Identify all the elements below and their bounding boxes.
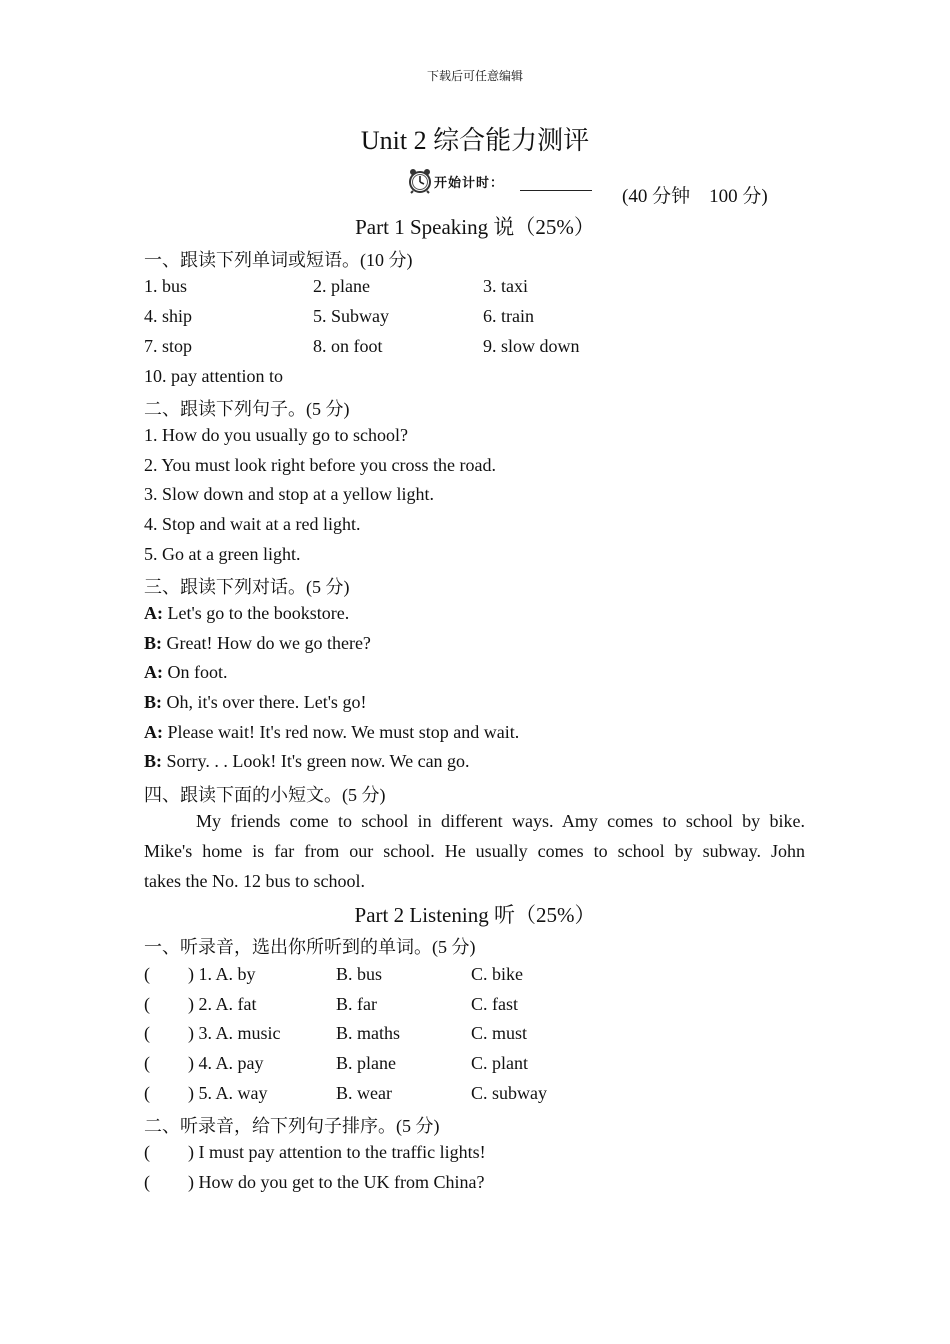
question-option-a: ) 1. A. by [188, 964, 256, 984]
answer-paren: ( [144, 994, 150, 1014]
dialogue-text: On foot. [163, 662, 228, 682]
dialogue-text: Sorry. . . Look! It's green now. We can go. [162, 751, 470, 771]
dialogue-text: Please wait! It's red now. We must stop and wait. [163, 722, 520, 742]
question-option-a: ) 5. A. way [188, 1083, 268, 1103]
passage-line: takes the No. 12 bus to school. [144, 871, 365, 891]
dialogue-line [144, 722, 519, 743]
word-item: 8. on foot [313, 336, 383, 356]
p1-section3-title: 三、跟读下列对话。(5 分) [144, 577, 350, 597]
p1-section4-title: 四、跟读下面的小短文。(5 分) [144, 785, 386, 805]
p2-section1-title: 一、听录音，选出你所听到的单词。(5 分) [144, 937, 476, 957]
question-option-c: C. plant [471, 1053, 528, 1073]
dialogue-line [144, 633, 371, 654]
word-item: 6. train [483, 306, 534, 326]
question-option-b: B. bus [336, 964, 383, 984]
sentence-item: 4. Stop and wait at a red light. [144, 514, 361, 534]
part2-heading: Part 2 Listening 听（25%） [354, 903, 596, 927]
word-item: 7. stop [144, 336, 193, 356]
timer-label: 开始计时： [434, 176, 505, 191]
dialogue-line [144, 603, 349, 624]
word-item: 3. taxi [483, 276, 528, 296]
dialogue-line [144, 692, 366, 713]
word-item: 10. pay attention to [144, 366, 283, 386]
part1-heading: Part 1 Speaking 说（25%） [355, 215, 595, 239]
page-header-note: 下载后可任意编辑 [426, 69, 523, 83]
question-option-b: B. maths [336, 1023, 401, 1043]
word-item: 5. Subway [313, 306, 389, 326]
question-option-a: ) 3. A. music [188, 1023, 281, 1043]
question-option-b: B. far [336, 994, 377, 1014]
speaker-label: A: [144, 722, 163, 742]
sentence-item: 5. Go at a green light. [144, 544, 301, 564]
question-option-a: ) 2. A. fat [188, 994, 257, 1014]
passage-line: My friends come to school in different ways. Amy comes to school by bike. [196, 811, 805, 831]
question-option-c: C. bike [471, 964, 523, 984]
dialogue-text: Let's go to the bookstore. [163, 603, 350, 623]
ordering-sentence: ) I must pay attention to the traffic lights! [188, 1142, 486, 1162]
passage-line: Mike's home is far from our school. He usually comes to school by subway. John [144, 841, 805, 861]
page-title: Unit 2 综合能力测评 [360, 126, 590, 155]
question-option-a: ) 4. A. pay [188, 1053, 264, 1073]
ordering-sentence: ) How do you get to the UK from China? [188, 1172, 485, 1192]
p1-section2-title: 二、跟读下列句子。(5 分) [144, 399, 350, 419]
p2-section2-title: 二、听录音，给下列句子排序。(5 分) [144, 1116, 440, 1136]
clock-icon [408, 168, 432, 199]
dialogue-line [144, 662, 228, 683]
question-option-c: C. fast [471, 994, 518, 1014]
speaker-label: B: [144, 633, 162, 653]
word-item: 4. ship [144, 306, 193, 326]
sentence-item: 2. You must look right before you cross the road. [144, 455, 496, 475]
answer-paren: ( [144, 1172, 150, 1192]
word-item: 9. slow down [483, 336, 580, 356]
time-and-score-info: (40 分钟 100 分) [622, 186, 768, 207]
speaker-label: B: [144, 751, 162, 771]
dialogue-line [144, 751, 470, 772]
sentence-item: 1. How do you usually go to school? [144, 425, 408, 445]
answer-paren: ( [144, 964, 150, 984]
sentence-item: 3. Slow down and stop at a yellow light. [144, 484, 434, 504]
speaker-label: A: [144, 662, 163, 682]
timer-blank-line [520, 190, 592, 191]
dialogue-text: Great! How do we go there? [162, 633, 371, 653]
dialogue-text: Oh, it's over there. Let's go! [162, 692, 367, 712]
question-option-b: B. plane [336, 1053, 396, 1073]
word-item: 1. bus [144, 276, 188, 296]
speaker-label: B: [144, 692, 162, 712]
word-item: 2. plane [313, 276, 370, 296]
question-option-b: B. wear [336, 1083, 392, 1103]
question-option-c: C. must [471, 1023, 528, 1043]
answer-paren: ( [144, 1083, 150, 1103]
answer-paren: ( [144, 1053, 150, 1073]
answer-paren: ( [144, 1142, 150, 1162]
speaker-label: A: [144, 603, 163, 623]
answer-paren: ( [144, 1023, 150, 1043]
question-option-c: C. subway [471, 1083, 547, 1103]
p1-section1-title: 一、跟读下列单词或短语。(10 分) [144, 250, 413, 270]
